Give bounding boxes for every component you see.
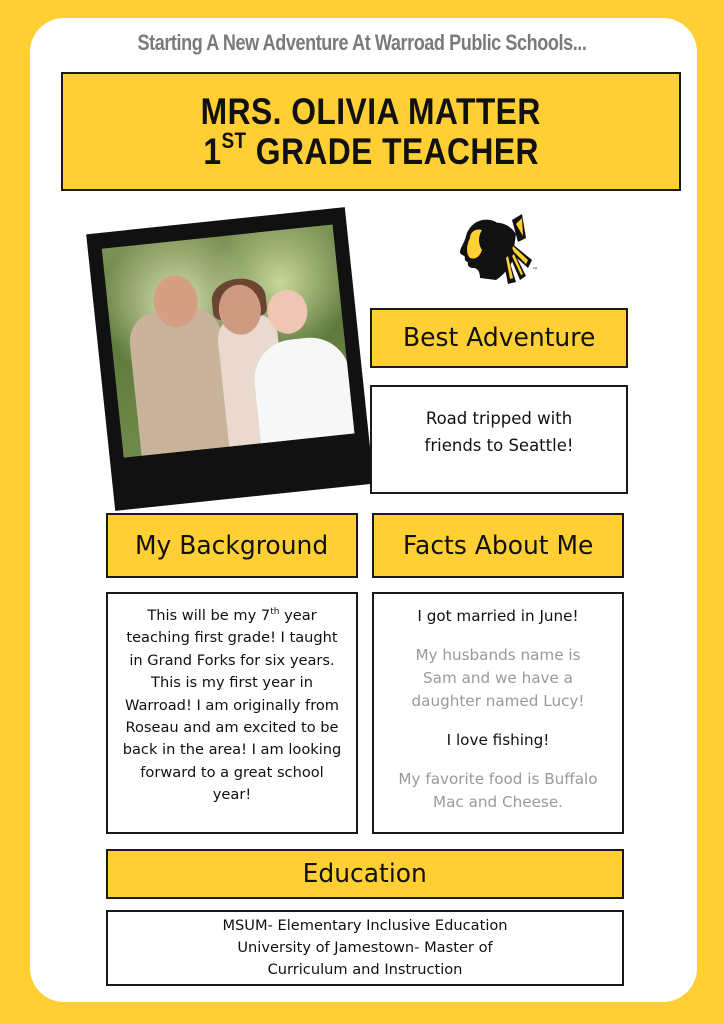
background-line: This will be my 7th year [147, 607, 317, 624]
best-adventure-heading: Best Adventure [370, 308, 628, 368]
background-line: teaching first grade! I taught [126, 629, 338, 647]
background-line: Roseau and am excited to be [125, 719, 339, 737]
fact-husband: My husbands name is [415, 646, 581, 664]
fact-husband: Sam and we have a [423, 669, 573, 687]
tagline: Starting A New Adventure At Warroad Public Schools... [137, 30, 587, 55]
role-text: GRADE TEACHER [246, 130, 539, 172]
fact-married: I got married in June! [417, 607, 579, 625]
trademark-mark: ™ [532, 267, 538, 274]
fact-food: My favorite food is Buffalo [398, 770, 598, 788]
fact-food: Mac and Cheese. [433, 793, 563, 811]
title-banner [61, 72, 681, 191]
polaroid-frame [86, 207, 374, 511]
education-line: Curriculum and Instruction [267, 961, 463, 978]
best-adventure-text: Road tripped with friends to Seattle! [370, 385, 628, 494]
background-line: This is my first year in [151, 674, 313, 692]
background-heading: My Background [106, 513, 358, 578]
teacher-role [203, 128, 539, 172]
facts-text [372, 592, 624, 834]
family-photo [102, 225, 355, 458]
education-line: MSUM- Elementary Inclusive Education [222, 917, 508, 934]
education-line: University of Jamestown- Master of [237, 939, 493, 956]
facts-heading: Facts About Me [372, 513, 624, 578]
background-line: year! [212, 786, 252, 804]
background-line: in Grand Forks for six years. [129, 651, 335, 669]
grade-suffix: ST [221, 128, 247, 154]
teacher-name: MRS. OLIVIA MATTER [200, 90, 542, 132]
background-text [106, 592, 358, 834]
background-line: Warroad! I am originally from [124, 696, 340, 714]
fact-fishing: I love fishing! [446, 731, 550, 749]
warrior-head-logo-icon [456, 210, 540, 290]
fact-husband: daughter named Lucy! [411, 692, 585, 710]
education-heading: Education [106, 849, 624, 899]
education-text [106, 910, 624, 986]
background-line: forward to a great school [140, 763, 324, 781]
background-line: back in the area! I am looking [122, 741, 342, 759]
grade-number: 1 [203, 130, 222, 172]
